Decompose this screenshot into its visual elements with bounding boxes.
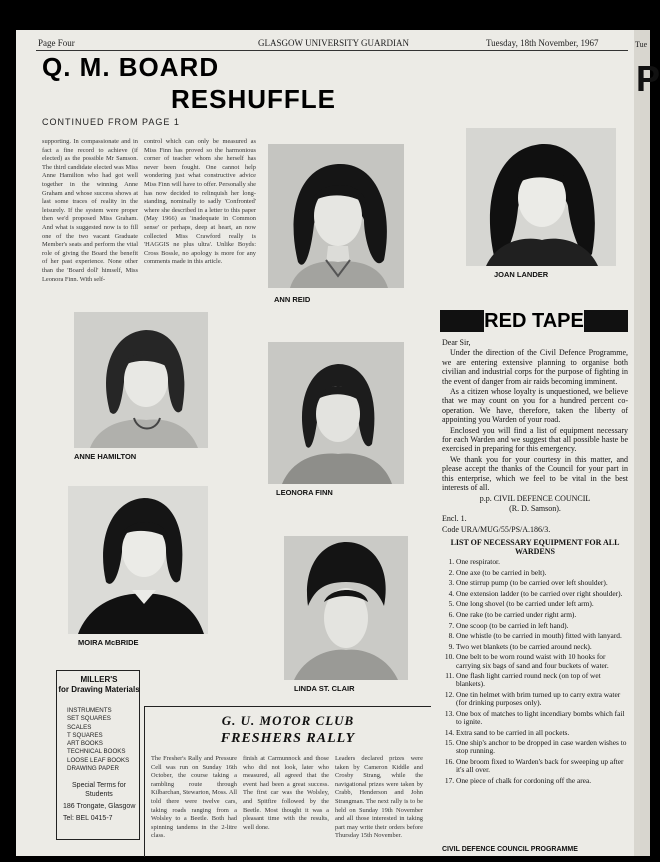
list-item: 2. One axe (to be carried in belt).: [456, 569, 628, 577]
letter-enclosure: Encl. 1.: [442, 514, 467, 524]
letter-sign-name: (R. D. Samson).: [509, 503, 561, 513]
photo-leonora-finn: [268, 342, 404, 484]
list-item: 10. One belt to be worn round waist with 10 hooks for carrying six bags of sand and four buckets of water.: [456, 653, 628, 669]
letter-code: Code URA/MUG/55/PS/A.186/3.: [442, 524, 551, 534]
motor-club-column-3: Leaders declared prizes were taken by Cameron Kiddle and Crosby Strang, while the navigational prizes were taken by Crabb, Henderson and John Strangman. The next rally is to be held on Sunday 19th November and all those interested in taking part may write their orders before Thursday 15th November.: [335, 755, 423, 840]
caption-joan-lander: JOAN LANDER: [494, 270, 549, 279]
list-item: 4. One extension ladder (to be carried over right shoulder).: [456, 590, 628, 598]
red-tape-title: RED TAPE: [484, 310, 584, 332]
headline-line-1: Q. M. BOARD: [42, 52, 220, 82]
list-item: 13. One box of matches to light incendiary bombs which fail to ignite.: [456, 710, 628, 726]
page-number: Page Four: [38, 38, 75, 48]
list-item: 7. One scoop (to be carried in left hand).: [456, 622, 628, 630]
list-item: INSTRUMENTS: [67, 707, 112, 714]
equipment-list: [442, 558, 628, 787]
caption-linda-st-clair: LINDA ST. CLAIR: [294, 684, 355, 693]
photo-anne-hamilton: [74, 312, 208, 448]
red-tape-column: [436, 306, 632, 856]
letter-salutation: Dear Sir,: [442, 338, 471, 347]
motor-club-subtitle: FRESHERS RALLY: [220, 731, 356, 746]
list-item: 11. One flash light carried round neck (on top of wet blankets).: [456, 672, 628, 688]
list-item: 6. One rake (to be carried under right arm).: [456, 611, 628, 619]
advert-special-line-2: Students: [85, 791, 113, 798]
caption-anne-hamilton: ANNE HAMILTON: [74, 452, 137, 461]
advert-special-line-1: Special Terms for: [72, 782, 126, 789]
advert-subtitle: for Drawing Materials: [58, 685, 140, 694]
red-tape-letter: [442, 338, 628, 535]
photo-ann-reid: [268, 144, 404, 288]
red-tape-title-bar: [440, 310, 628, 332]
motor-club-article: [144, 706, 431, 857]
list-item: 16. One broom fixed to Warden's back for sweeping up after it's all over.: [456, 758, 628, 774]
list-item: T SQUARES: [67, 731, 103, 739]
caption-ann-reid: ANN REID: [274, 295, 311, 304]
article-column-2: control which can only be measured as Miss Finn has proved so the harmonious corner of teacher whom she herself has never been fought. One cannot help wondering just what constructive advice Miss Finn will have to offer. Personally she has now decided to relinquish her long-standing, nominally to sadly 'Confronted' where she described in a letter to this paper (May 1966) as 'inadequate in Common sense' or perhaps, deep at heart, an now collected Miss Crawford really is 'HAGGIS ne plus ultra'. Unlike Boyds: Cross Bossle, no apology is more for any comments made in this article.: [144, 138, 256, 266]
motor-club-title: G. U. MOTOR CLUB: [221, 713, 355, 728]
list-item: SCALES: [67, 723, 92, 731]
millers-advert: [56, 670, 140, 840]
list-item: LOOSE LEAF BOOKS: [67, 756, 130, 764]
headline-line-2: RESHUFFLE: [171, 84, 336, 114]
list-item: 14. Extra sand to be carried in all pockets.: [456, 729, 628, 737]
advert-telephone: Tel: BEL 0415-7: [63, 815, 113, 822]
list-item: 5. One long shovel (to be carried under left arm).: [456, 600, 628, 608]
article-column-1: supporting. In compassionate and in fact a fine record to achieve (if elected) as the possible Mr Samson. The third candidate elected was Miss Anne Hamilton who had got well together in the winning Anne Graham and whose success shows at last some traces of reality in the leisurely. If the system were proper then we'd proposed Miss Graham. And what is suggested now is to fill one of the two vacant Graduate Member's seats and perform the vital role of giving the Board the benefit of her past experience. None other than the 'Board doll' himself, Miss Leonora Finn. With self-: [42, 138, 138, 283]
list-item: 1. One respirator.: [456, 558, 628, 566]
list-item: TECHNICAL BOOKS: [67, 748, 126, 756]
list-item: 17. One piece of chalk for cordoning off the area.: [456, 777, 628, 785]
advert-title: MILLER'S: [80, 675, 118, 684]
letter-paragraph-2: As a citizen whose loyalty is unquestioned, we believe that we may count on you for a hundred percent co-operation. We have, therefore, taken the liberty of appointing you Warden of your road.: [442, 387, 628, 425]
letter-paragraph-3: Enclosed you will find a list of equipment necessary for each Warden and we suggest that all possible haste be exercised in preparing for this emergency.: [442, 425, 628, 454]
list-item: 8. One whistle (to be carried in mouth) fitted with lanyard.: [456, 632, 628, 640]
list-item: 12. One tin helmet with brim turned up to carry extra water (for drinking purposes only).: [456, 691, 628, 707]
photo-moira-mcbride: [68, 486, 208, 634]
motor-club-column-2: finish at Carmunnock and those who did not look, later who measured, all agreed that the event had been a great success. The first car was the Wolsley, and Spitfire followed by the Beetle. Most thought it was a pleasant time with the results, well done.: [243, 755, 329, 831]
header-rule: [36, 50, 628, 51]
motor-club-column-1: The Fresher's Rally and Pressure Cell was run on Sunday 16th October, the course taking a rambling route through Kilbarchan, Stewarton, Moss. All told there were twelve cars, taking roads ranging from a Wolsley to a Beetle. Both had spinning tandems in the 2-litre class.: [151, 755, 237, 840]
advert-special-terms: [57, 781, 141, 799]
caption-leonora-finn: LEONORA FINN: [276, 488, 333, 497]
letter-paragraph-1: Under the direction of the Civil Defence Programme, we are entering extensive planning to organise both civilian and industrial corps for the purpose of fighting in the event of danger from air raids becoming imminent.: [442, 348, 628, 386]
photo-linda-st-clair: [284, 536, 408, 680]
continued-from-label: CONTINUED FROM PAGE 1: [42, 117, 180, 127]
list-item: 15. One ship's anchor to be dropped in case warden wishes to stop running.: [456, 739, 628, 755]
list-item: 3. One stirrup pump (to be carried over left shoulder).: [456, 579, 628, 587]
list-item: ART BOOKS: [67, 740, 103, 748]
list-item: DRAWING PAPER: [67, 765, 119, 773]
newspaper-page: [16, 30, 634, 856]
photo-joan-lander: [466, 128, 616, 266]
adjacent-page-edge: [634, 30, 660, 856]
letter-paragraph-4: We thank you for your courtesy in this matter, and please accept the thanks of the Council for your part in this enterprise, which we feel to be vital in the best interests of all.: [442, 454, 628, 493]
letter-sign-org: p.p. CIVIL DEFENCE COUNCIL: [479, 493, 591, 503]
red-tape-footer: CIVIL DEFENCE COUNCIL PROGRAMME: [442, 846, 578, 853]
advert-address: 186 Trongate, Glasgow: [63, 803, 136, 810]
caption-moira-mcbride: MOIRA McBRIDE: [78, 638, 139, 647]
advert-product-list: [67, 707, 129, 773]
adjacent-page-header-fragment: Tue: [635, 40, 648, 49]
list-item: SET SQUARES: [67, 715, 111, 723]
adjacent-page-headline-fragment: P: [636, 58, 660, 99]
equipment-list-title: LIST OF NECESSARY EQUIPMENT FOR ALL WARDENS: [450, 538, 620, 557]
list-item: 9. Two wet blankets (to be carried around neck).: [456, 643, 628, 651]
masthead: GLASGOW UNIVERSITY GUARDIAN: [258, 38, 409, 48]
issue-date: Tuesday, 18th November, 1967: [486, 38, 599, 48]
